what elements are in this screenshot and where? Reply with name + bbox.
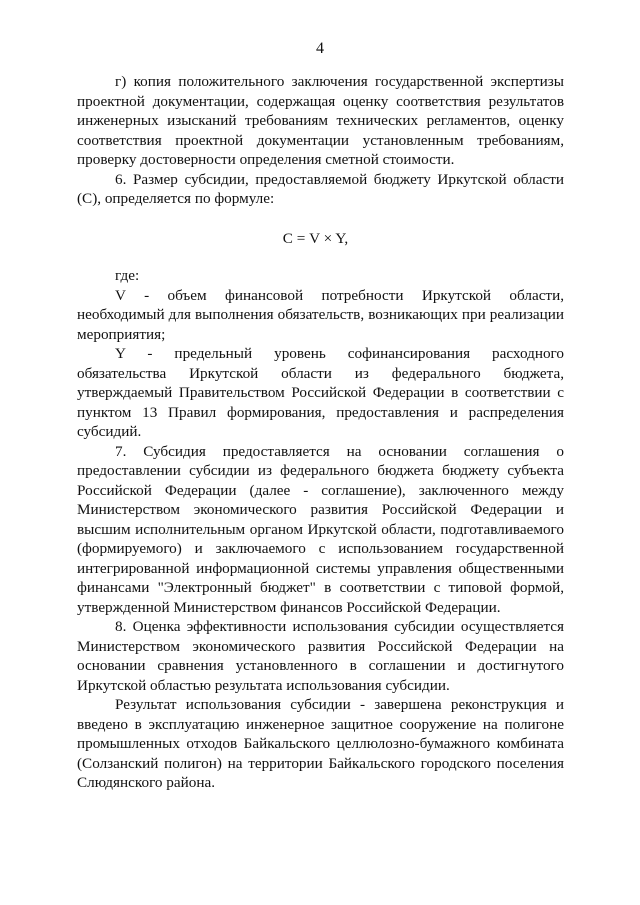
page-number: 4 — [316, 40, 324, 57]
formula: С = V × Y, — [282, 229, 349, 247]
paragraph-item-7: 7. Субсидия предоставляется на основании соглашения о предоставлении субсидии из федерального бюджета бюджету субъекта Российской Федерации (далее - соглашение), заключенного между Министерством экономического развития Российской Федерации и высшим исполнительным органом Иркутской области, подготавливаемого (формируемого) и заключаемого с использованием государственной интегрированной информационной системы управления общественными финансами "Электронный бюджет" в соответствии с типовой формой, утвержденной Министерством финансов Российской Федерации. — [77, 442, 564, 616]
definition-y: Y - предельный уровень софинансирования расходного обязательства Иркутской области из федерального бюджета, утверждаемый Правительством Российской Федерации в соответствии с пунктом 13 Правил формирования, предоставления и распределения субсидий. — [77, 345, 564, 440]
document-body — [77, 72, 564, 793]
paragraph-item-6: 6. Размер субсидии, предоставляемой бюджету Иркутской области (С), определяется по формуле: — [77, 170, 564, 207]
paragraph-item-g: г) копия положительного заключения государственной экспертизы проектной документации, содержащая оценку соответствия результатов инженерных изысканий требованиям технических регламентов, оценку соответствия проектной документации установленным требованиям, проверку достоверности определения сметной стоимости. — [77, 73, 564, 168]
paragraph-result: Результат использования субсидии - завершена реконструкция и введено в эксплуатацию инженерное защитное сооружение на полигоне промышленных отходов Байкальского целлюлозно-бумажного комбината (Солзанский полигон) на территории Байкальского городского поселения Слюдянского района. — [77, 696, 564, 791]
where-label: где: — [115, 267, 140, 284]
definition-v: V - объем финансовой потребности Иркутской области, необходимый для выполнения обязательств, возникающих при реализации мероприятия; — [77, 286, 564, 343]
paragraph-item-8: 8. Оценка эффективности использования субсидии осуществляется Министерством экономического развития Российской Федерации на основании сравнения установленного в соглашении и достигнутого Иркутской областью результата использования субсидии. — [77, 618, 564, 694]
